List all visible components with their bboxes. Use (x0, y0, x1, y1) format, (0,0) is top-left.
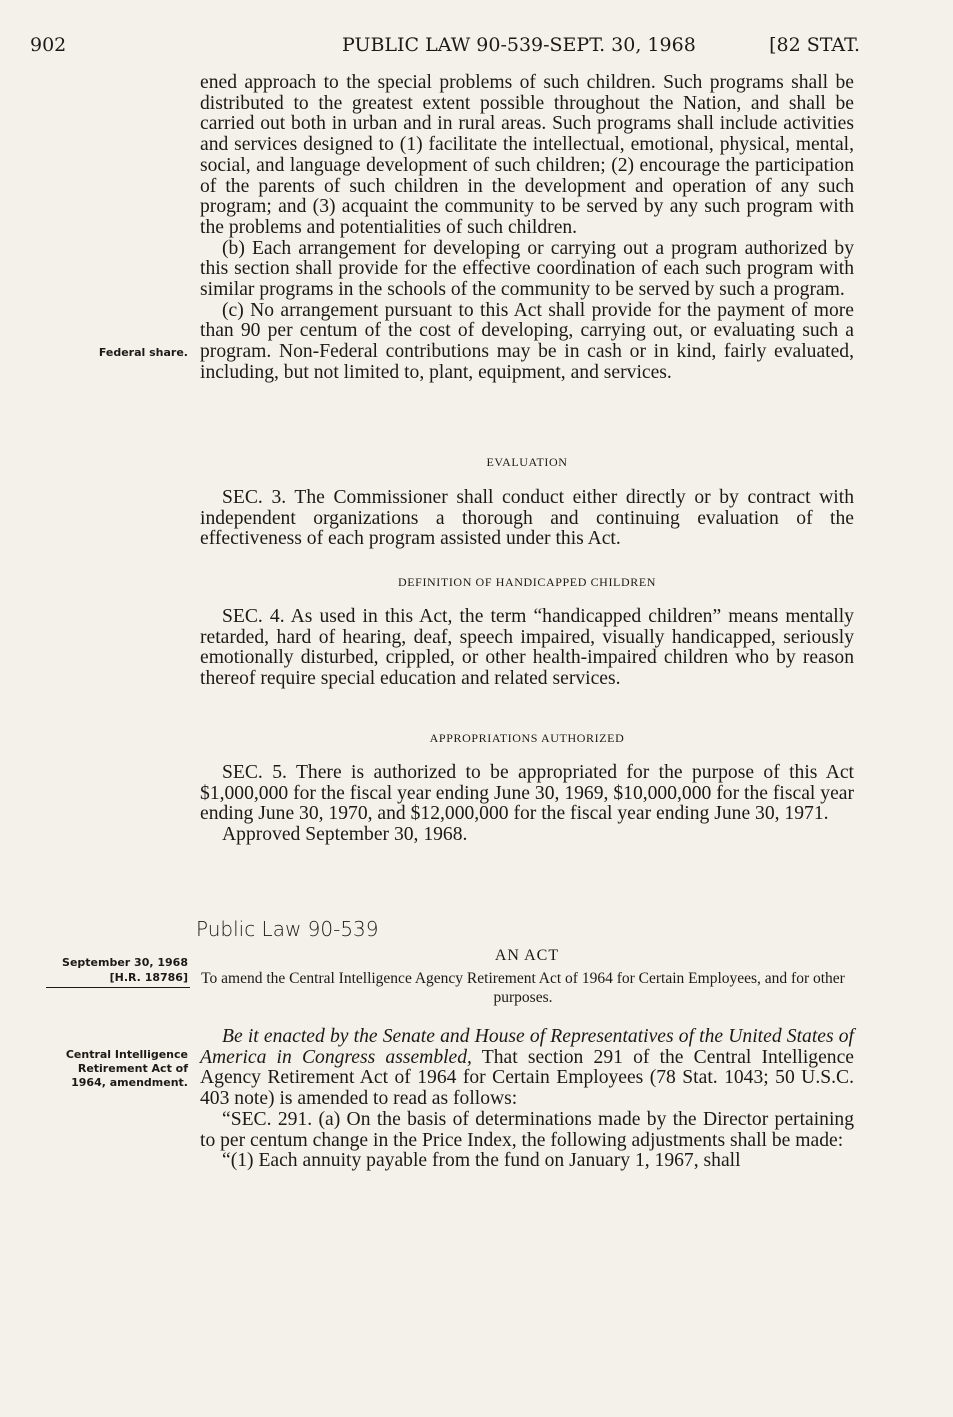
section-label: SEC. 5. (222, 762, 287, 783)
section-text: As used in this Act, the term “handicapped children” means mentally retarded, hard of hearing, deaf, speech impaired, visually handicapped, seriously emotionally disturbed, crippled, or other health-impaired children who by reason thereof require special education and related services. (200, 606, 854, 690)
enacting-section (200, 1027, 854, 1172)
margin-rule (46, 987, 190, 988)
bill-number: [H.R. 18786] (109, 971, 188, 984)
heading-definition: DEFINITION OF HANDICAPPED CHILDREN (397, 575, 657, 589)
running-title: PUBLIC LAW 90-539-SEPT. 30, 1968 (342, 34, 696, 56)
paragraph-c: (c) No arrangement pursuant to this Act shall provide for the payment of more than 90 per centum of the cost of developing, carrying out, or evaluating such a program. Non-Federal contributions may be in cash or in kind, fairly evaluated, including, but not limited to, plant, equipment, and services. (200, 299, 854, 383)
heading-appropriations: APPROPRIATIONS AUTHORIZED (429, 731, 625, 745)
public-law-label: Public Law 90-539 (196, 917, 379, 941)
paragraph-programs (200, 73, 854, 384)
act-purpose: To amend the Central Intelligence Agency Retirement Act of 1964 for Certain Employees, and for other purposes. (201, 970, 845, 1006)
section-text: There is authorized to be appropriated for the purpose of this Act $1,000,000 for the fiscal year ending June 30, 1969, $10,000,000 for the fiscal year ending June 30, 1970, and $12,000,000 for the fiscal year ending June 30, 1971. (200, 762, 854, 825)
section-text: (a) On the basis of determinations made by the Director pertaining to per centum change in the Price Index, the following adjustments shall be made: (200, 1108, 854, 1151)
section-label: SEC. 3. (222, 487, 287, 508)
bill-date: September 30, 1968 (62, 956, 188, 969)
heading-evaluation: EVALUATION (486, 455, 568, 469)
an-act-heading: AN ACT (494, 947, 560, 964)
page-number: 902 (30, 34, 67, 56)
page-header (30, 34, 860, 64)
margin-note-federal-share: Federal share. (98, 346, 188, 359)
section-3 (200, 488, 854, 550)
subsection-1: “(1) Each annuity payable from the fund on January 1, 1967, shall (222, 1150, 741, 1172)
margin-note-bill (46, 955, 188, 985)
enacting-clause: Be it enacted by the Senate and House of Representatives of the United States of America in Congress assembled, (200, 1026, 854, 1068)
section-5 (200, 763, 854, 846)
paragraph-text: ened approach to the special problems of such children. Such programs shall be distributed to the greatest extent possible throughout the Nation, and shall be carried out both in urban and in rural areas. Such programs shall include activities and services designed to (1) facilitate the intellectual, emotional, physical, mental, social, and language development of such children; (2) encourage the participation of the parents of such children in the development and operation of any such program; and (3) acquaint the community to be served by any such program with the problems and potentialities of such children. (200, 72, 854, 238)
approval-date: Approved September 30, 1968. (222, 824, 468, 846)
margin-note-cia: Central Intelligence Retirement Act of 1964, amendment. (65, 1048, 188, 1089)
section-label: “SEC. 291. (222, 1108, 313, 1130)
section-4 (200, 607, 854, 690)
paragraph-b: (b) Each arrangement for developing or carrying out a program authorized by this section shall provide for the effective coordination of each such program with similar programs in the schools of the community to be served by such a program. (200, 237, 854, 301)
statute-reference: [82 STAT. (769, 34, 860, 56)
section-label: SEC. 4. (222, 606, 285, 627)
section-text: The Commissioner shall conduct either directly or by contract with independent organizations a thorough and continuing evaluation of the effectiveness of each program assisted under this Act. (200, 487, 854, 550)
enacting-text: That section 291 of the Central Intelligence Agency Retirement Act of 1964 for Certain Employees (78 Stat. 1043; 50 U.S.C. 403 note) is amended to read as follows: (200, 1046, 854, 1110)
